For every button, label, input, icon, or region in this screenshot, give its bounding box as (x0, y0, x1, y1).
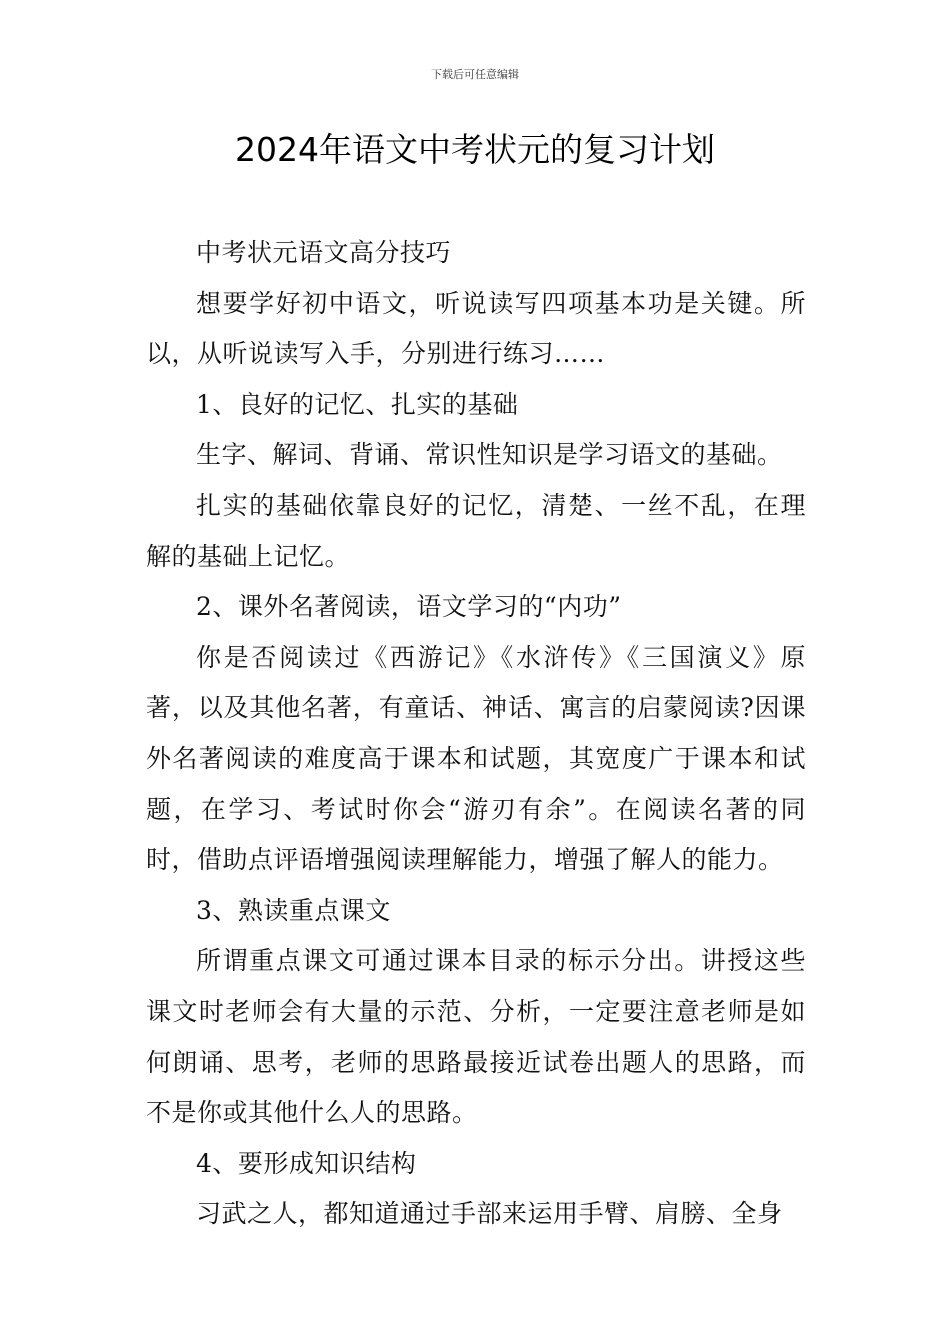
document-title: 2024年语文中考状元的复习计划 (235, 130, 715, 169)
paragraph-subtitle: 中考状元语文高分技巧 (196, 238, 452, 267)
paragraph: 所谓重点课文可通过课本目录的标示分出。讲授这些课文时老师会有大量的示范、分析，一定要注意老师是如何朗诵、思考，老师的思路最接近试卷出题人的思路，而不是你或其他什么人的思路。 (146, 946, 806, 1128)
section-heading-3: 3、熟读重点课文 (196, 895, 391, 925)
paragraph: 你是否阅读过《西游记》《水浒传》《三国演义》原著，以及其他名著，有童话、神话、寓言的启蒙阅读?因课外名著阅读的难度高于课本和试题，其宽度广于课本和试题，在学习、考试时你会“游刃有余”。在阅读名著的同时，借助点评语增强阅读理解能力，增强了解人的能力。 (146, 642, 806, 875)
page-header-note: 下载后可任意编辑 (431, 68, 519, 81)
section-heading-2: 2、课外名著阅读，语文学习的“内功” (196, 592, 622, 622)
paragraph: 扎实的基础依靠良好的记忆，清楚、一丝不乱，在理解的基础上记忆。 (146, 490, 806, 571)
document-body (146, 228, 806, 1240)
section-heading-4: 4、要形成知识结构 (196, 1148, 417, 1178)
section-heading-1: 1、良好的记忆、扎实的基础 (196, 389, 519, 419)
paragraph: 生字、解词、背诵、常识性知识是学习语文的基础。 (196, 440, 783, 470)
paragraph: 习武之人，都知道通过手部来运用手臂、肩膀、全身 (196, 1199, 783, 1229)
paragraph: 想要学好初中语文，听说读写四项基本功是关键。所以，从听说读写入手，分别进行练习…… (146, 288, 806, 369)
